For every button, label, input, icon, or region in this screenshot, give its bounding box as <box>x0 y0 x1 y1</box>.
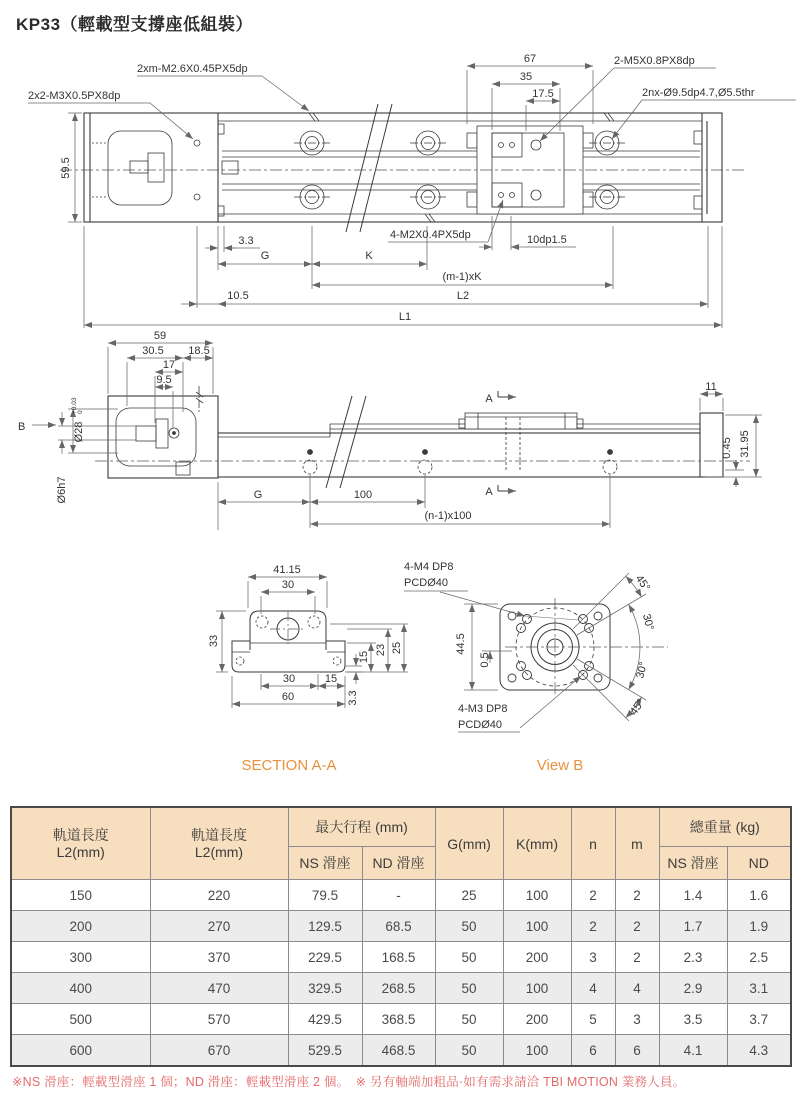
cell: 50 <box>435 1035 503 1067</box>
dim-30-top: 30 <box>281 579 295 591</box>
cell: 3 <box>615 1004 659 1035</box>
dim-g: G <box>260 250 270 262</box>
dim-15-bottom: 15 <box>324 673 338 685</box>
col-header-g: G(mm) <box>435 807 503 880</box>
dim-10-5: 10.5 <box>227 290 249 302</box>
dim-67: 67 <box>523 53 537 65</box>
dim-59: 59 <box>153 330 167 342</box>
cell: 100 <box>503 911 571 942</box>
dim-33: 33 <box>208 634 220 648</box>
col-header-m: m <box>615 807 659 880</box>
cell: 2 <box>571 911 615 942</box>
col-header-k: K(mm) <box>503 807 571 880</box>
cell: 270 <box>150 911 288 942</box>
cell: 6 <box>571 1035 615 1067</box>
col-header-stroke-nd: ND 滑座 <box>362 847 435 880</box>
dim-g-side: G <box>253 489 263 501</box>
cell: 468.5 <box>362 1035 435 1067</box>
col-header-weight-ns: NS 滑座 <box>659 847 727 880</box>
cell: 268.5 <box>362 973 435 1004</box>
dim-10dp: 10dp1.5 <box>527 234 567 246</box>
header-text: L2(mm) <box>56 843 105 860</box>
cell: 2.3 <box>659 942 727 973</box>
dim-d28-tol-lower: 0 <box>77 410 84 414</box>
cell: 1.9 <box>727 911 791 942</box>
cell: 100 <box>503 973 571 1004</box>
callout-block-thread: 2-M5X0.8PX8dp <box>614 55 695 67</box>
cell: 3.1 <box>727 973 791 1004</box>
col-header-stroke-ns: NS 滑座 <box>288 847 362 880</box>
table-row <box>11 942 791 973</box>
side-view-end-block <box>700 413 723 477</box>
cell: 1.6 <box>727 880 791 911</box>
page-title: KP33（輕載型支撐座低組裝） <box>16 15 254 34</box>
dim-n1x100: (n-1)x100 <box>424 510 472 522</box>
cell: 100 <box>503 1035 571 1067</box>
cell: 100 <box>503 880 571 911</box>
cell: 329.5 <box>288 973 362 1004</box>
cell: 4 <box>571 973 615 1004</box>
col-header-weight-nd: ND <box>727 847 791 880</box>
angle-45-bottom: 45° <box>627 697 648 718</box>
angle-30-bottom: 30° <box>634 660 651 680</box>
dim-d6h7: Ø6h7 <box>56 476 68 504</box>
col-header-total-weight: 總重量 (kg) <box>659 807 791 847</box>
callout-m3-pcd: PCDØ40 <box>458 719 503 731</box>
dim-35: 35 <box>519 71 533 83</box>
dim-m1xk: (m-1)xK <box>442 271 482 283</box>
col-header-rail-length-1 <box>11 807 150 880</box>
cell: 68.5 <box>362 911 435 942</box>
callout-m4-pcd: PCDØ40 <box>404 577 449 589</box>
cell: 429.5 <box>288 1004 362 1035</box>
dim-0-45: 0.45 <box>721 437 733 459</box>
cell: 2 <box>615 911 659 942</box>
cell: 50 <box>435 942 503 973</box>
view-b-arrow-label: B <box>18 421 26 433</box>
cell: 470 <box>150 973 288 1004</box>
dim-d28: Ø28 <box>73 421 85 443</box>
cell: 6 <box>615 1035 659 1067</box>
cell: 3.5 <box>659 1004 727 1035</box>
callout-left-thread: 2x2-M3X0.5PX8dp <box>28 90 121 102</box>
cell: 2 <box>615 942 659 973</box>
dim-3-3: 3.3 <box>238 235 254 247</box>
cell: 370 <box>150 942 288 973</box>
cell: 2.5 <box>727 942 791 973</box>
spec-table-wrap <box>10 806 790 1067</box>
dim-30-bottom: 30 <box>282 673 296 685</box>
col-header-max-stroke: 最大行程 (mm) <box>288 807 435 847</box>
cell: 3 <box>571 942 615 973</box>
dim-17: 17 <box>162 359 176 371</box>
cell: 129.5 <box>288 911 362 942</box>
table-row <box>11 1035 791 1067</box>
side-view-rail-base <box>218 433 702 477</box>
dim-11: 11 <box>705 381 717 393</box>
angle-30-top: 30° <box>639 612 656 632</box>
section-aa-title: SECTION A-A <box>241 757 337 774</box>
callout-m4: 4-M4 DP8 <box>404 561 454 573</box>
col-header-n: n <box>571 807 615 880</box>
cell: 229.5 <box>288 942 362 973</box>
header-text: 軌道長度 <box>52 826 109 843</box>
table-row <box>11 880 791 911</box>
cell: 670 <box>150 1035 288 1067</box>
dim-41-15: 41.15 <box>273 564 301 576</box>
col-header-rail-length-2 <box>150 807 288 880</box>
cell: 2 <box>615 880 659 911</box>
dim-59-5: 59.5 <box>60 157 72 179</box>
cell: 4.3 <box>727 1035 791 1067</box>
callout-carriage-thread: 4-M2X0.4PX5dp <box>390 229 471 241</box>
section-aa-view <box>208 564 408 774</box>
dim-9-5: 9.5 <box>156 374 172 386</box>
dim-k: K <box>365 250 373 262</box>
angle-45-top: 45° <box>632 573 653 594</box>
spec-table <box>10 806 792 1067</box>
dim-60: 60 <box>281 691 295 703</box>
cell: - <box>362 880 435 911</box>
header-text: 軌道長度 <box>191 826 247 843</box>
dim-0-5: 0.5 <box>479 652 491 668</box>
view-b <box>404 561 668 774</box>
dim-17-5: 17.5 <box>532 88 554 100</box>
dim-d28-tol-upper: +0.03 <box>71 397 78 414</box>
dim-100: 100 <box>353 489 373 501</box>
dim-l1: L1 <box>398 311 412 323</box>
cell: 4.1 <box>659 1035 727 1067</box>
cell: 200 <box>11 911 150 942</box>
top-view <box>28 53 796 328</box>
dim-23: 23 <box>375 643 387 657</box>
cell: 570 <box>150 1004 288 1035</box>
cell: 4 <box>615 973 659 1004</box>
cell: 25 <box>435 880 503 911</box>
cell: 200 <box>503 1004 571 1035</box>
table-row <box>11 1004 791 1035</box>
header-text: L2(mm) <box>194 843 244 860</box>
cell: 529.5 <box>288 1035 362 1067</box>
section-a-bottom-label: A <box>485 486 493 498</box>
dim-30-5: 30.5 <box>142 345 164 357</box>
cell: 5 <box>571 1004 615 1035</box>
dim-31-95: 31.95 <box>739 430 751 458</box>
cell: 2 <box>571 880 615 911</box>
view-b-title: View B <box>536 757 584 774</box>
cell: 2.9 <box>659 973 727 1004</box>
cell: 168.5 <box>362 942 435 973</box>
table-row <box>11 911 791 942</box>
dim-3-3-section: 3.3 <box>347 690 359 706</box>
cell: 50 <box>435 973 503 1004</box>
dim-25: 25 <box>391 641 403 655</box>
callout-mount-holes: 2nx-Ø9.5dp4.7,Ø5.5thr <box>642 87 755 99</box>
cell: 200 <box>503 942 571 973</box>
cell: 368.5 <box>362 1004 435 1035</box>
dim-15-right: 15 <box>358 650 370 664</box>
section-a-top-label: A <box>485 393 493 405</box>
dim-18-5: 18.5 <box>188 345 210 357</box>
cell: 50 <box>435 911 503 942</box>
cell: 150 <box>11 880 150 911</box>
side-view <box>18 330 762 530</box>
top-view-body <box>84 113 722 222</box>
cell: 500 <box>11 1004 150 1035</box>
callout-m3: 4-M3 DP8 <box>458 703 508 715</box>
dim-44-5: 44.5 <box>455 633 467 655</box>
cell: 600 <box>11 1035 150 1067</box>
cell: 300 <box>11 942 150 973</box>
callout-motor-thread: 2xm-M2.6X0.45PX5dp <box>137 63 248 75</box>
footnote: ※NS 滑座：輕載型滑座 1 個；ND 滑座：輕載型滑座 2 個。 ※ 另有軸端加粗品·如有需求請洽 TBI MOTION 業務人員。 <box>12 1075 686 1089</box>
cell: 1.4 <box>659 880 727 911</box>
table-row <box>11 973 791 1004</box>
cell: 400 <box>11 973 150 1004</box>
cell: 79.5 <box>288 880 362 911</box>
dim-l2: L2 <box>456 290 470 302</box>
cell: 1.7 <box>659 911 727 942</box>
cell: 3.7 <box>727 1004 791 1035</box>
cell: 50 <box>435 1004 503 1035</box>
cell: 220 <box>150 880 288 911</box>
